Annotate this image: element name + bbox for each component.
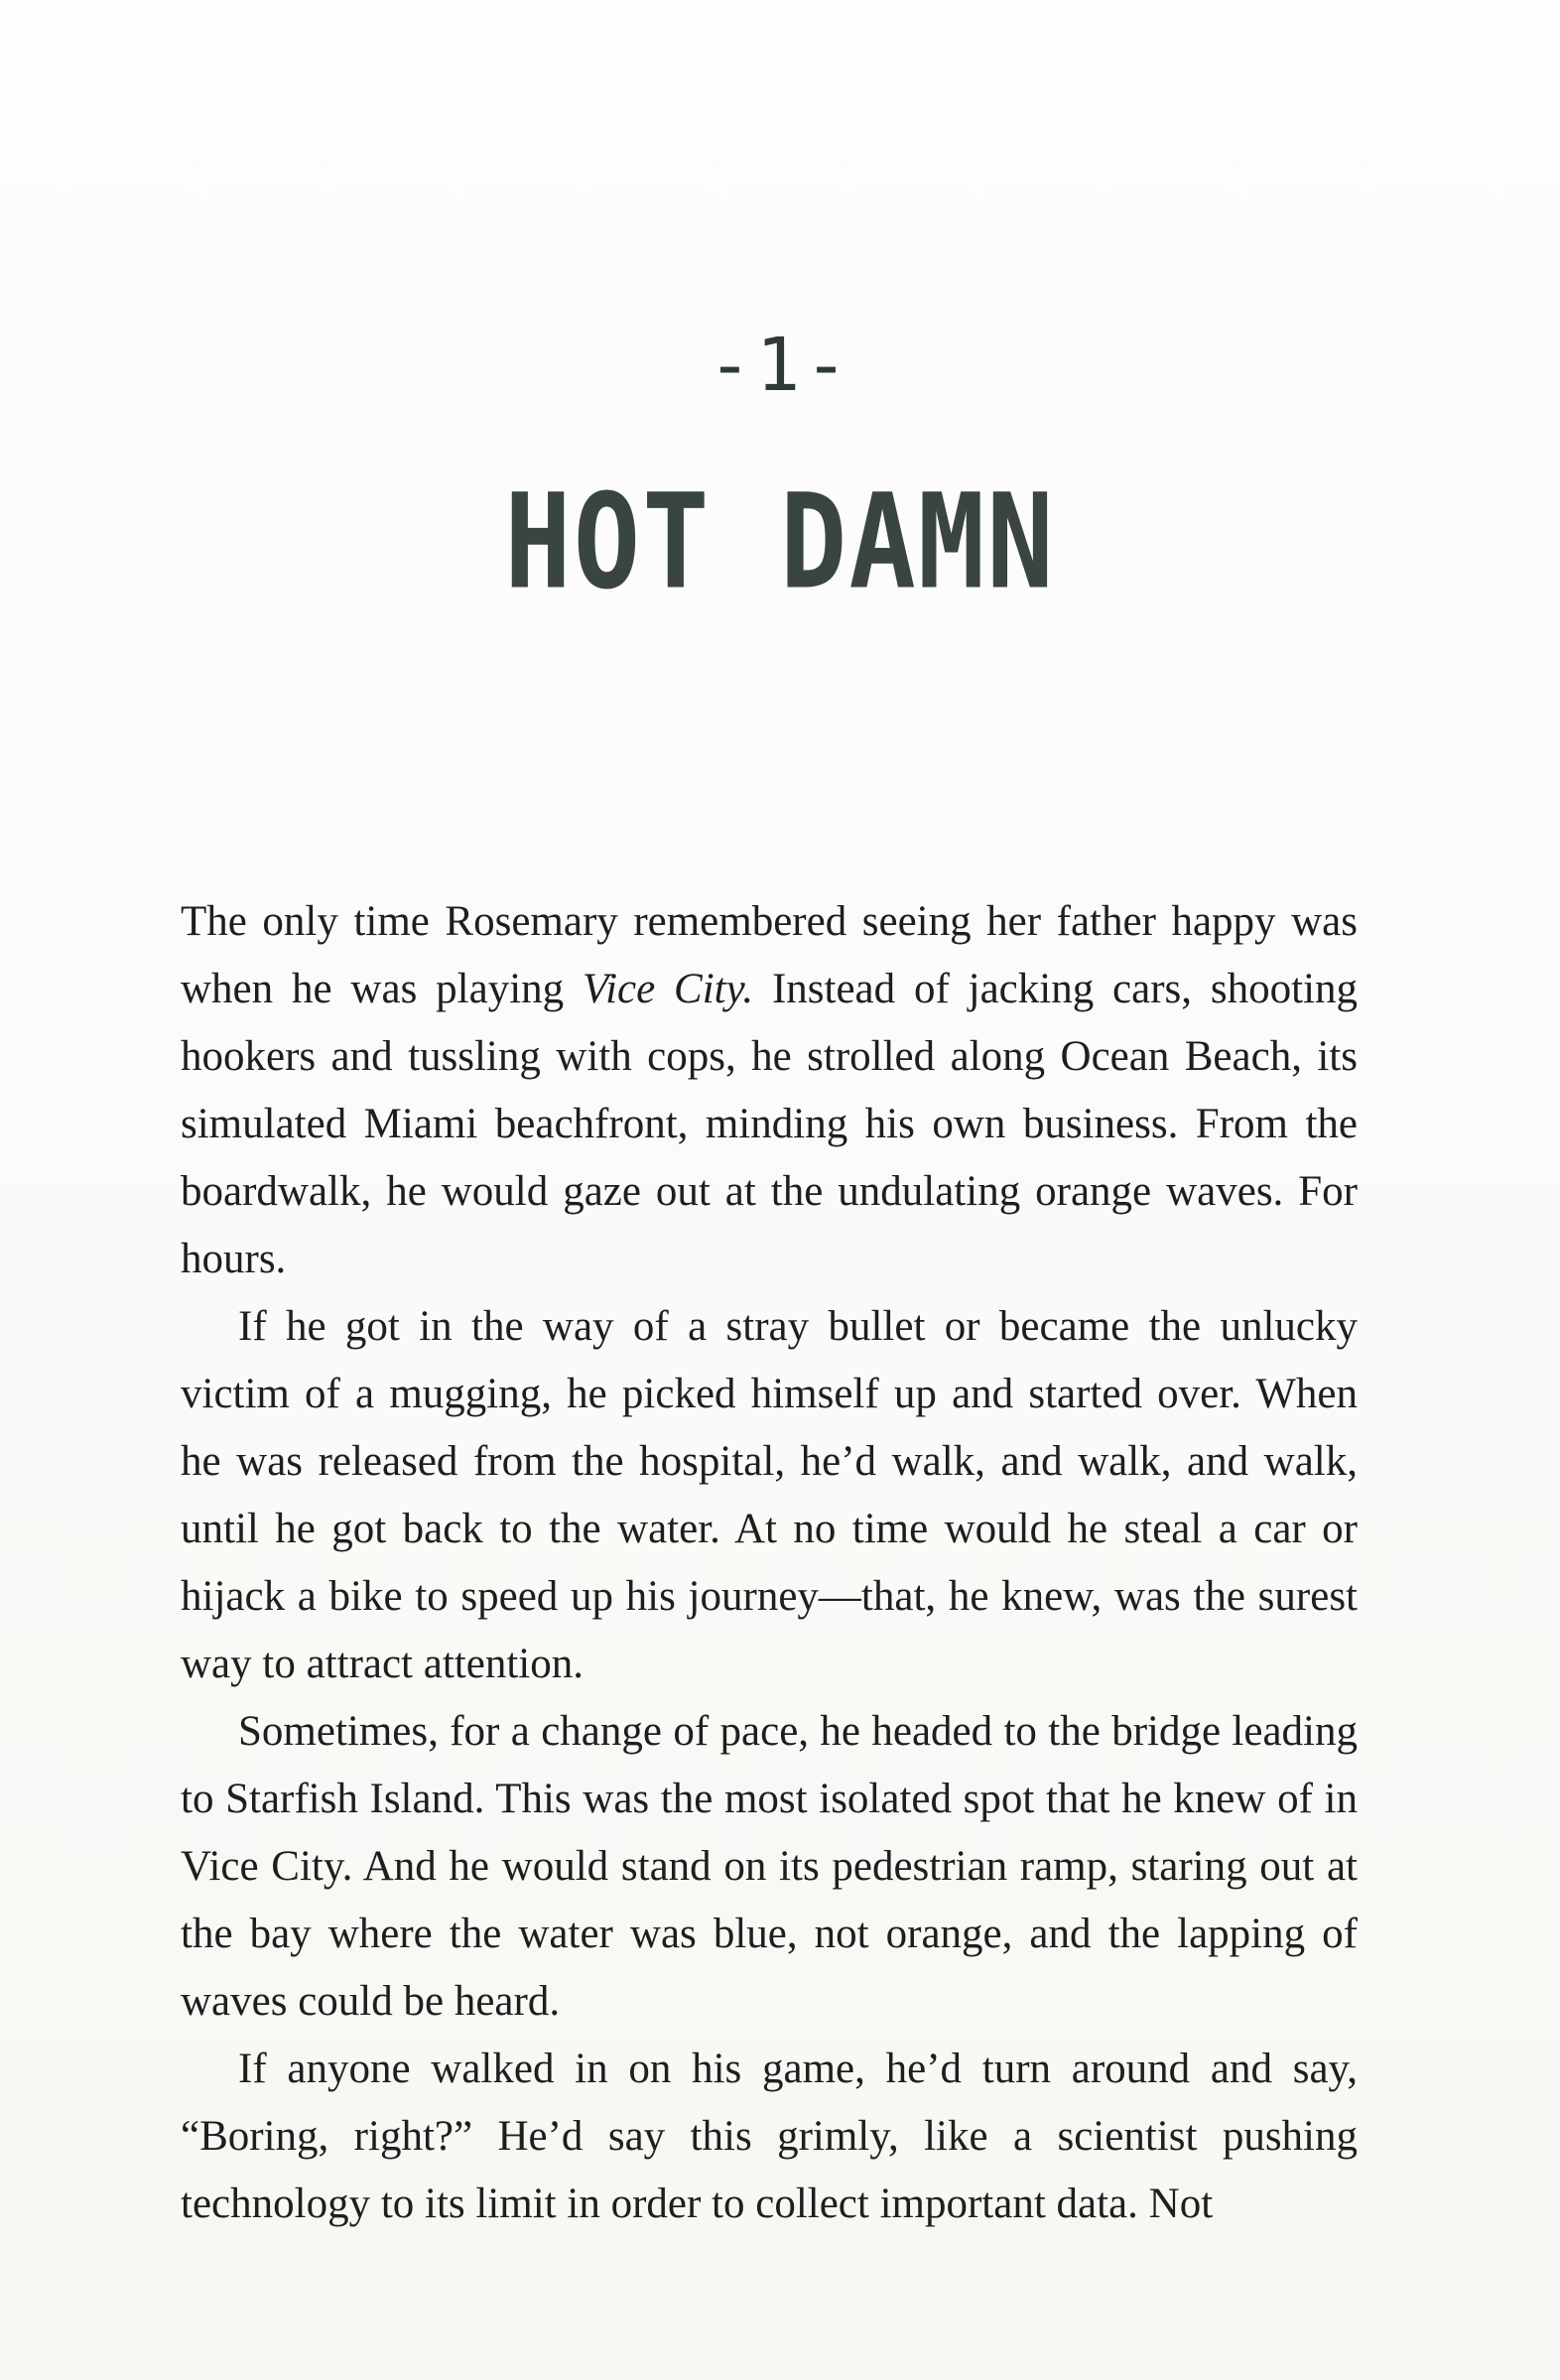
paragraph-4: If anyone walked in on his game, he’d turn around and say, “Boring, right?” He’d say this grimly, like a scientist pushing technology to its limit in order to collect important data. Not [181, 2046, 1358, 2227]
paragraph-2: If he got in the way of a stray bullet or became the unlucky victim of a mugging, he picked himself up and started over. When he was released from the hospital, he’d walk, and walk, and walk, until he got back to the water. At no time would he steal a car or hijack a bike to speed up his journey—that, he knew, was the surest way to attract attention. [181, 1303, 1358, 1687]
chapter-title: HOT DAMN [504, 466, 1056, 619]
paragraph-1-text-end: Instead of jacking cars, shooting hookers and tussling with cops, he strolled along Ocean Beach, its simulated Miami beachfront, minding his own business. From the boardwalk, he would gaze out at the undulating orange waves. For hours. [181, 966, 1359, 1282]
chapter-body [181, 888, 1358, 2238]
chapter-number: -1- [708, 323, 852, 408]
game-title-emphasis: Vice City. [583, 966, 754, 1012]
paragraph-1-text-start: The only time Rosemary remembered seeing her father happy was when he was playing [181, 898, 1358, 1012]
paragraph-1 [181, 888, 1358, 1293]
paragraph-3: Sometimes, for a change of pace, he headed to the bridge leading to Starfish Island. This was the most isolated spot that he knew of in Vice City. And he would stand on its pedestrian ramp, staring out at the bay where the water was blue, not orange, and the lapping of waves could be heard. [181, 1708, 1358, 2025]
